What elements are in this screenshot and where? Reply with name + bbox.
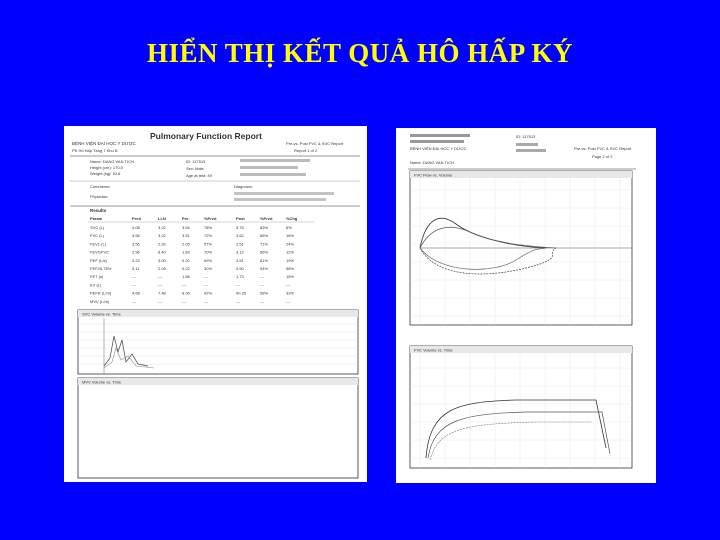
slide-title: HIỂN THỊ KẾT QUẢ HÔ HẤP KÝ [146, 38, 574, 68]
table-cell: 94% [260, 266, 269, 271]
table-cell: --- [204, 274, 208, 280]
table-cell: --- [158, 298, 162, 304]
table-header-cell: Param [90, 216, 103, 221]
table-cell: --- [236, 282, 240, 288]
table-cell: FEV1 (L) [90, 241, 107, 247]
table-cell: --- [132, 298, 136, 304]
flow-loop-1 [420, 218, 546, 248]
table-cell: 7.48 [158, 290, 166, 296]
table-cell: 6% [286, 225, 292, 230]
table-cell: 3.56 [132, 233, 140, 239]
mvv-chart-frame [78, 378, 358, 478]
volume-time-chart-frame [410, 346, 632, 468]
table-cell: 8.40 [158, 249, 166, 255]
table-cell: 86% [260, 233, 269, 239]
mvv-chart-title: MVV Volume vs. Time [82, 379, 122, 385]
table-cell: SVC (L) [90, 225, 105, 230]
table-cell: 3.22 [158, 233, 166, 239]
table-cell: 2.96 [132, 249, 140, 255]
table-cell: 2.05 [182, 241, 190, 247]
page2-patient-name: Name: DANG VAN TICH [410, 160, 454, 165]
report-page-2-canvas [396, 128, 656, 483]
table-header-cell: Post [236, 216, 245, 221]
table-cell: 90.35 [236, 290, 247, 296]
table-cell: 3.62 [236, 233, 244, 239]
svc-chart-frame [78, 310, 358, 374]
diagnosis-label: Diagnosis: [234, 184, 253, 189]
table-cell: 3.75 [236, 225, 244, 230]
table-cell: 66% [260, 249, 269, 255]
volume-time-chart-title: FVC Volume vs. Time [414, 347, 453, 353]
table-header-cell: Pred [132, 216, 141, 221]
flow-volume-chart [410, 178, 632, 325]
report-title: Pulmonary Function Report [150, 131, 262, 141]
table-cell: 16% [286, 233, 295, 239]
svc-chart-title: SVC Volume vs. Time [82, 311, 121, 317]
table-cell: 30% [204, 266, 213, 271]
table-cell: 15% [286, 274, 295, 280]
report-type: Pre-vs. Post FVC & SVC Report [286, 141, 344, 146]
flow-loop-4 [420, 248, 546, 269]
table-cell: MVV (L/m) [90, 298, 110, 304]
table-cell: 3.54 [182, 225, 190, 230]
table-cell: --- [132, 274, 136, 280]
table-cell: 3.00 [158, 257, 166, 263]
table-cell: 1.83 [182, 249, 190, 255]
table-cell: 71% [260, 241, 269, 247]
table-cell: 3.56 [132, 241, 140, 247]
table-cell: 12% [286, 249, 295, 255]
table-header-cell: %Pred [204, 216, 217, 221]
table-cell: 0.20 [182, 257, 190, 263]
report-page-1-canvas [64, 126, 367, 482]
hospital-name: BỆNH VIỆN ĐẠI HỌC Y DƯỢC [72, 141, 136, 146]
volume-curve-2 [428, 412, 610, 458]
comments-label: Comments: [90, 184, 111, 189]
table-cell: --- [286, 282, 290, 288]
table-cell: --- [236, 298, 240, 304]
table-cell: 58% [260, 290, 269, 296]
table-header-cell: %Pred [260, 216, 273, 221]
table-cell: --- [260, 298, 264, 304]
flow-loop-3 [420, 248, 556, 274]
table-cell: 3.51 [236, 257, 244, 263]
table-cell: 58% [286, 266, 295, 271]
table-cell: FEF25-75% [90, 266, 112, 271]
table-cell: FVC (L) [90, 233, 104, 239]
table-cell: 3.51 [182, 233, 190, 239]
table-header-cell: %Chg [286, 216, 298, 221]
volume-curve-1 [426, 400, 606, 458]
flow-loop-2 [420, 227, 556, 248]
table-cell: 3.12 [236, 249, 244, 255]
table-cell: --- [158, 282, 162, 288]
table-cell: FET (s) [90, 274, 104, 280]
table-cell: --- [286, 298, 290, 304]
page2-page-number: Page 2 of 2 [592, 154, 613, 159]
table-cell: 83% [260, 225, 269, 230]
table-cell: --- [158, 274, 162, 280]
patient-sex: Sex: Male [186, 166, 204, 171]
table-cell: 70% [204, 249, 213, 255]
table-cell: 4.08 [132, 225, 140, 230]
table-cell: 81% [260, 257, 269, 263]
page2-patient-id: ID: 117513 [516, 134, 536, 139]
page2-hospital: BỆNH VIỆN ĐẠI HỌC Y DƯỢC [410, 146, 467, 151]
flow-volume-chart-title: FVC Flow vs. Volume [414, 172, 453, 178]
table-cell: 2.51 [236, 241, 244, 247]
table-header-cell: LLN [158, 216, 166, 221]
table-cell: FEV1/FVC [90, 249, 110, 255]
table-cell: 2.92 [158, 241, 166, 247]
table-cell: --- [204, 282, 208, 288]
table-cell: --- [260, 274, 264, 280]
table-cell: 4.68 [132, 290, 140, 296]
table-cell: --- [132, 282, 136, 288]
table-cell: 72% [204, 233, 213, 239]
results-table [88, 216, 314, 304]
table-cell: 2.05 [158, 266, 166, 271]
table-header-cell: Pre [182, 216, 189, 221]
patient-weight: Weight (kg): 52.6 [90, 171, 121, 176]
report-page-2 [396, 128, 656, 483]
patient-height: Height (cm): 170.0 [90, 165, 123, 170]
table-cell: --- [182, 298, 186, 304]
table-cell: 1.56 [182, 274, 190, 280]
table-cell: --- [204, 298, 208, 304]
table-cell: 8.06 [182, 290, 190, 296]
page2-report-type: Pre-vs. Post FVC & SVC Report [574, 146, 632, 151]
patient-name: Name: DANG VAN TICH [90, 159, 134, 164]
svc-trace [104, 336, 148, 366]
table-cell: PEFR (L/m) [90, 290, 112, 296]
table-cell: 3.11 [132, 266, 140, 271]
report-page-number: Report 1 of 2 [294, 148, 318, 153]
report-page-1 [64, 126, 367, 482]
table-cell: 42% [204, 290, 213, 296]
table-cell: --- [182, 282, 186, 288]
table-cell: PEF (L/s) [90, 257, 107, 263]
physician-label: Physician: [90, 194, 109, 199]
svc-chart [78, 318, 358, 373]
table-cell: 78% [204, 225, 213, 230]
table-cell: 19% [286, 257, 295, 263]
table-cell: 24% [286, 241, 295, 247]
volume-time-chart [410, 354, 632, 468]
patient-id: ID: 117513 [186, 159, 206, 164]
department-name: PK Hô Hấp Tầng 7 Khu B [72, 148, 118, 153]
table-cell: 3.22 [158, 225, 166, 230]
table-cell: --- [260, 282, 264, 288]
table-cell: 0.50 [236, 266, 244, 271]
results-label: Results [90, 208, 107, 213]
table-cell: 1.73 [236, 274, 244, 280]
patient-age: Age at test: 49 [186, 173, 212, 178]
table-cell: 3.23 [132, 257, 140, 263]
volume-curve-3 [430, 422, 592, 460]
table-cell: 33% [286, 290, 295, 296]
table-cell: 0.22 [182, 266, 190, 271]
table-cell: 69% [204, 257, 213, 263]
table-cell: EV (L) [90, 282, 102, 288]
table-cell: 57% [204, 241, 213, 247]
